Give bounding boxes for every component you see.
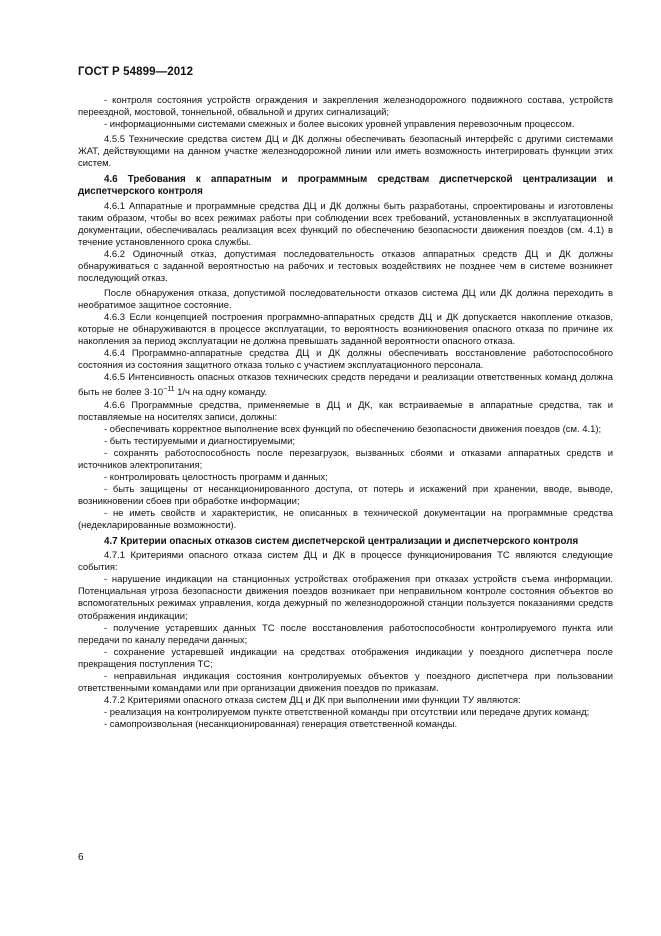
paragraph: 4.7.2 Критериями опасного отказа систем ДЦ и ДК при выполнении ими функции ТУ являются: [104, 694, 521, 706]
list-item: - получение устаревших данных ТС после восстановления работоспособности контролируемого пункта или передачи по каналу передачи данных; [78, 622, 613, 646]
paragraph: - информационными системами смежных и более высоких уровней управления перевозочным процессом. [104, 119, 575, 131]
paragraph: 4.6.2 Одиночный отказ, допустимая последовательность отказов аппаратных средств ДЦ и ДК должны обнаруживаться с заданной вероятностью на рабочих и тестовых воздействиях не позднее чем в системе возникнет последующий отказ. [78, 248, 613, 284]
list-item: - быть защищены от несанкционированного доступа, от потерь и искажений при хранении, вводе, выводе, возникновении сбоев при обработке информации; [78, 483, 613, 507]
list-item: - реализация на контролируемом пункте ответственной команды при отсутствии или передаче других команд; [104, 706, 590, 718]
section-heading: 4.7 Критерии опасных отказов систем диспетчерской централизации и диспетчерского контроля [104, 536, 579, 548]
list-item: - сохранение устаревшей индикации на средствах отображения индикации у поездного диспетчера после прекращения поступления ТС; [78, 646, 613, 670]
paragraph: 4.7.1 Критериями опасного отказа систем ДЦ и ДК в процессе функционирования ТС являются следующие события: [78, 550, 613, 574]
paragraph: 4.6.4 Программно-аппаратные средства ДЦ и ДК должны обеспечивать восстановление работоспособного состояния из состояния защитного отказа только с участием эксплуатационного персонала. [78, 348, 613, 372]
exponent: −11 [163, 386, 175, 394]
document-body [78, 95, 613, 731]
paragraph: - контроля состояния устройств ограждения и закрепления железнодорожного подвижного состава, устройств переездной, мостовой, тоннельной, обвальной и других сигнализаций; [78, 95, 613, 119]
text-run: 4.6.5 Интенсивность опасных отказов технических средств передачи и реализации ответственных команд должна быть не более 3·10 [78, 372, 613, 399]
list-item: - контролировать целостность программ и данных; [104, 471, 328, 483]
page-number: 6 [78, 852, 84, 863]
paragraph: После обнаружения отказа, допустимой последовательности отказов система ДЦ или ДК должна переходить в необратимое защитное состояние. [78, 288, 613, 312]
list-item: - нарушение индикации на станционных устройствах отображения при отказах устройств съема информации. Потенциальная угроза безопасности движения поездов возникает при неправильном контроле состояния объектов во вспомогательных режимах управления, когда дежурный по железнодорожной станции пользуется показаниями средств отображения индикации; [78, 574, 613, 622]
list-item: - неправильная индикация состояния контролируемых объектов у поездного диспетчера при пользовании ответственными командами или при организации движения поездов по приказам. [78, 670, 613, 694]
paragraph: 4.6.1 Аппаратные и программные средства ДЦ и ДК должны быть разработаны, спроектированы и изготовлены таким образом, чтобы во всех режимах работы при соблюдении всех требований, установленных в эксплуатационной документации, обеспечивалась реализация всех функций по обеспечению безопасности движения поездов (см. 4.1) в течение установленного срока службы. [78, 200, 613, 248]
list-item: - самопроизвольная (несанкционированная) генерация ответственной команды. [104, 718, 458, 730]
paragraph: 4.6.3 Если концепцией построения программно-аппаратных средств ДЦ и ДК допускается накопление отказов, которые не обнаруживаются в процессе эксплуатации, то вероятность возникновения опасного отказа по причине их накопления за период эксплуатации не должна превышать заданной вероятности опасного отказа. [78, 312, 613, 348]
list-item: - не иметь свойств и характеристик, не описанных в технической документации на программные средства (недекларированные возможности). [78, 508, 613, 532]
section-heading: 4.6 Требования к аппаратным и программным средствам диспетчерской централизации и диспетчерского контроля [78, 174, 613, 198]
paragraph-4-6-5 [78, 372, 613, 399]
paragraph: 4.5.5 Технические средства систем ДЦ и ДК должны обеспечивать безопасный интерфейс с другими системами ЖАТ, действующими на данном участке железнодорожной линии или иметь возможность интегрировать функции этих систем. [78, 134, 613, 170]
list-item: - обеспечивать корректное выполнение всех функций по обеспечению безопасности движения поездов (см. 4.1); [104, 423, 602, 435]
list-item: - быть тестируемыми и диагностируемыми; [104, 435, 296, 447]
paragraph: 4.6.6 Программные средства, применяемые в ДЦ и ДК, как встраиваемые в аппаратные средства, так и поставляемые на носителях записи, должны: [78, 399, 613, 423]
list-item: - сохранять работоспособность после перезагрузок, вызванных сбоями и отказами аппаратных средств и источников электропитания; [78, 447, 613, 471]
document-header: ГОСТ Р 54899—2012 [78, 66, 194, 78]
text-run: 1/ч на одну команду. [174, 387, 268, 399]
